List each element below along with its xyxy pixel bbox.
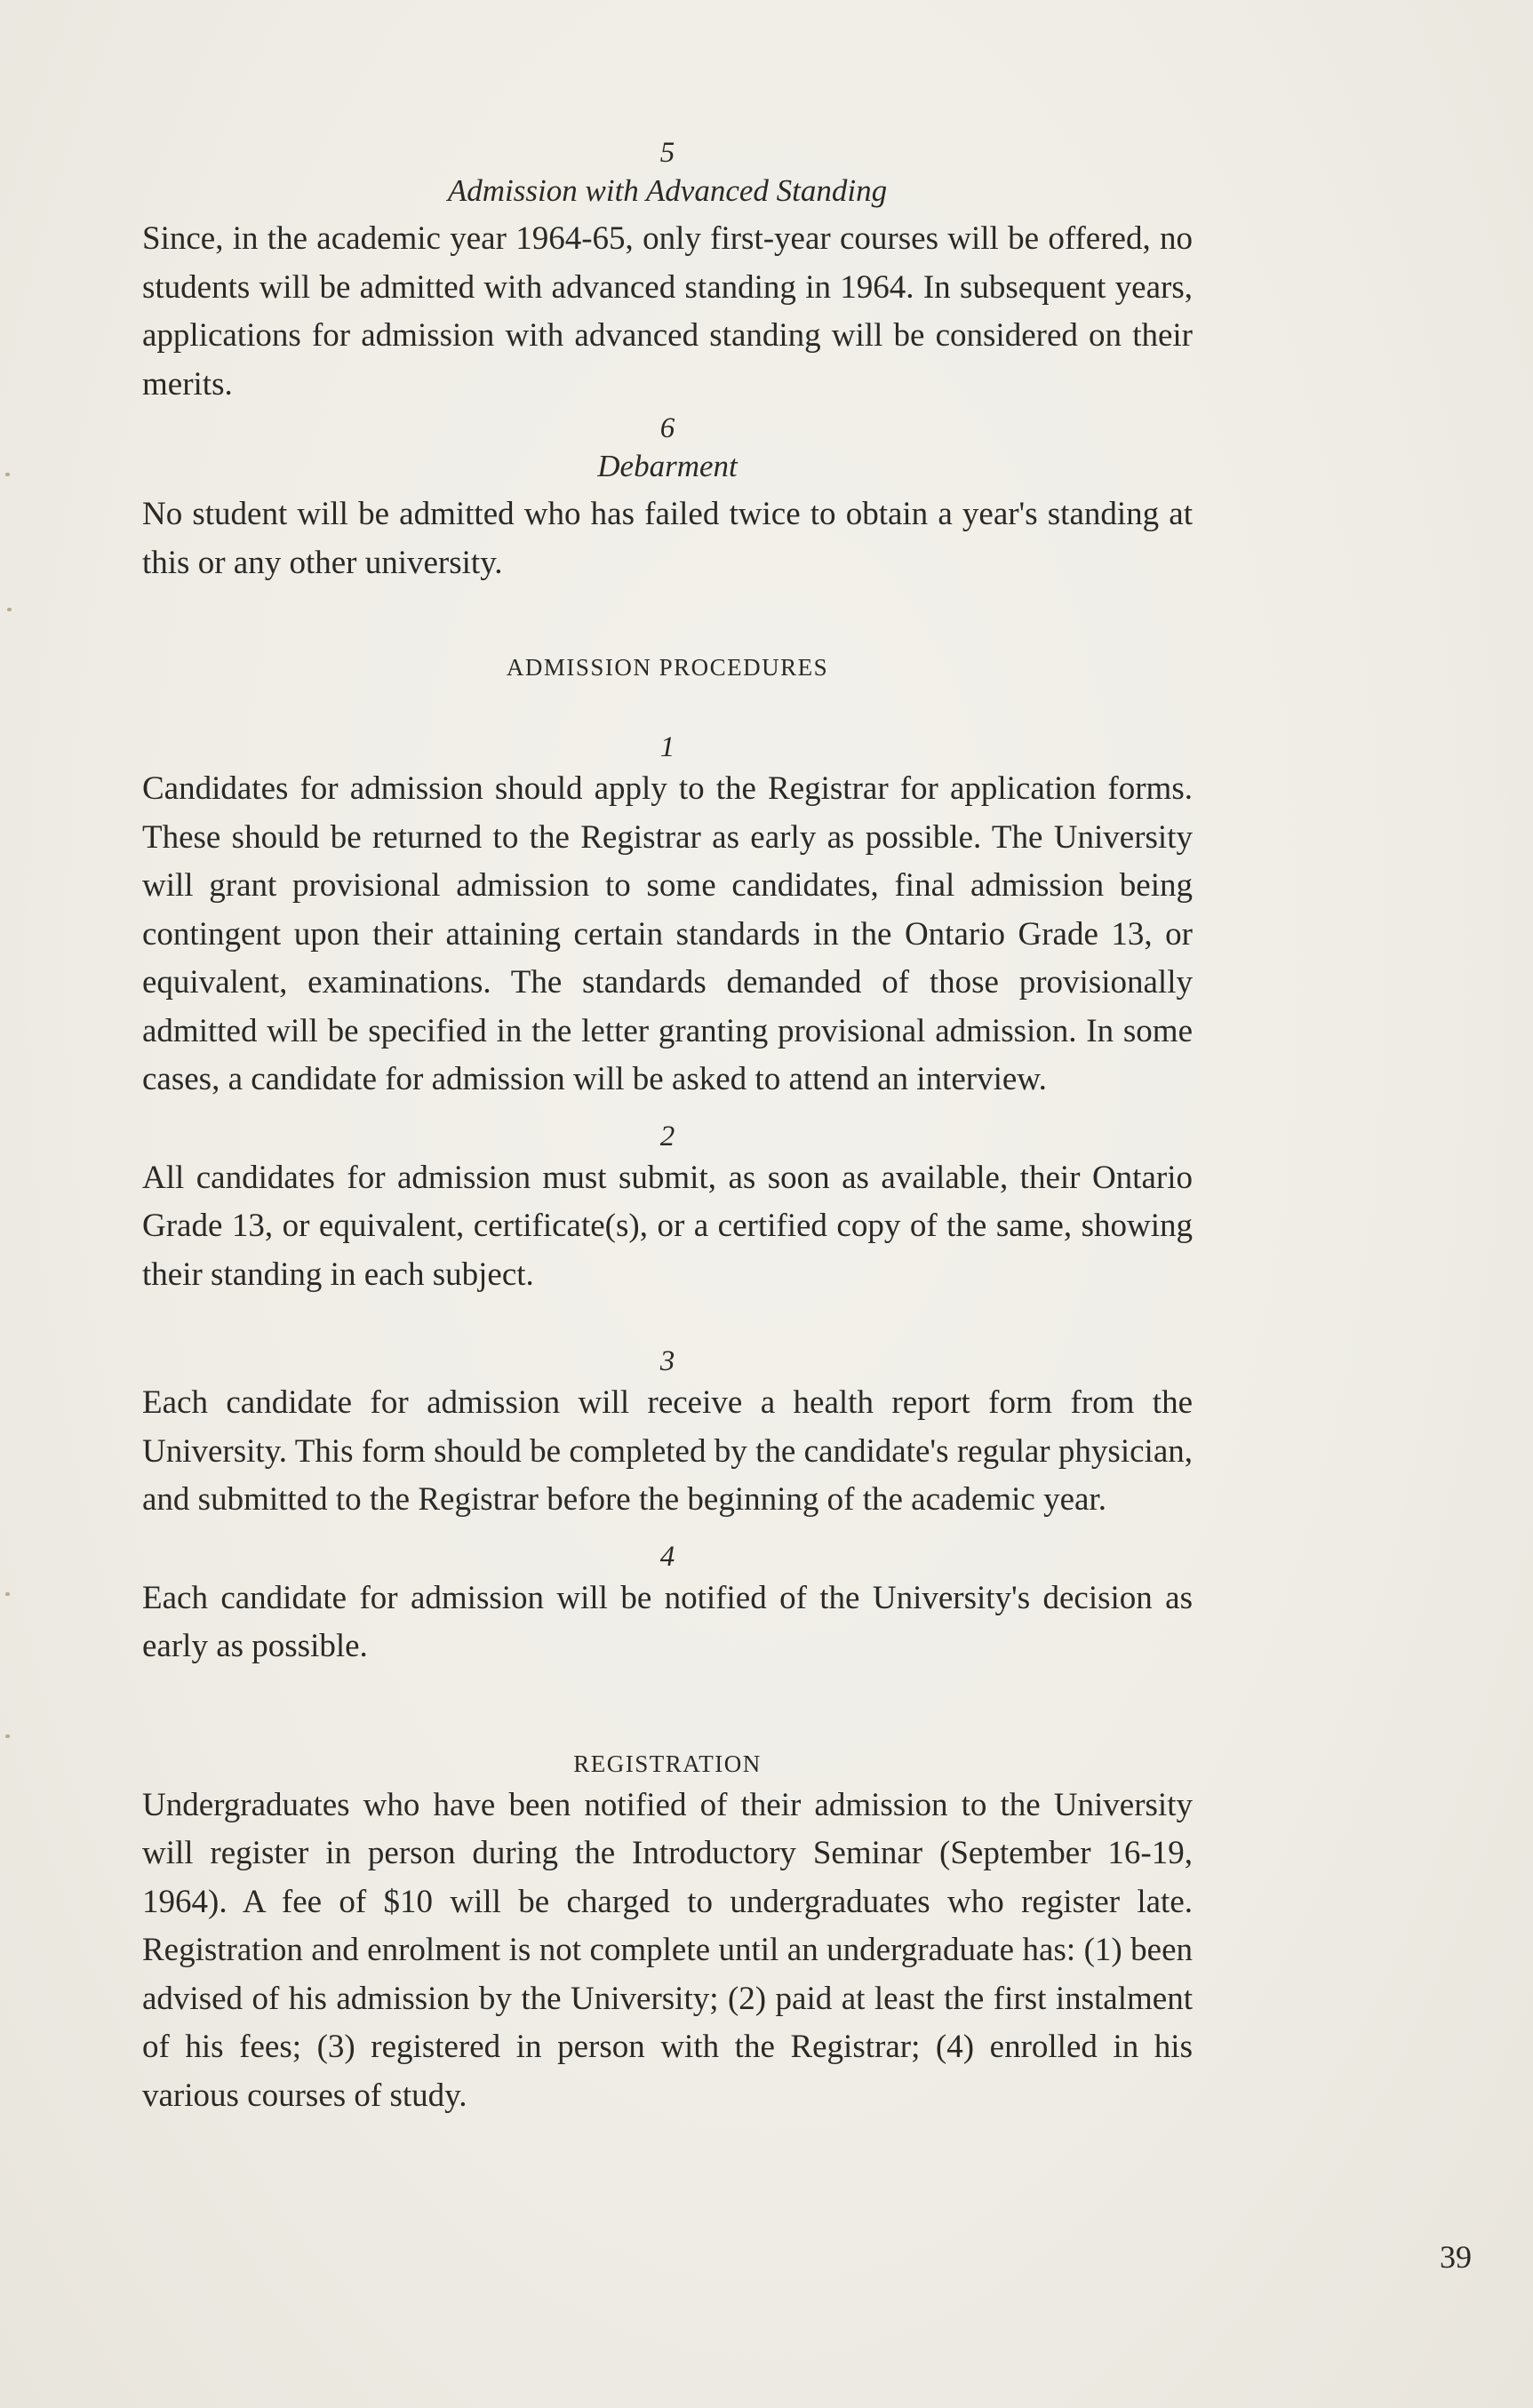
page-number: 39 <box>1440 2239 1472 2275</box>
section-number: 5 <box>659 137 675 169</box>
procedure-paragraph: Each candidate for admission will receive a health report form from the University. This form should be completed by the candidate's regular physician, and submitted to the Registrar before the beginning of the academic year. <box>142 1384 1193 1518</box>
admission-procedures-heading: ADMISSION PROCEDURES <box>506 654 829 681</box>
section-debarment <box>142 411 1193 587</box>
procedure-item <box>142 1344 1193 1525</box>
procedure-number: 1 <box>659 731 675 763</box>
text-column <box>142 135 1193 2120</box>
section-heading: Debarment <box>597 449 738 483</box>
margin-speck <box>5 473 10 476</box>
procedure-item <box>142 730 1193 1104</box>
registration-paragraph: Undergraduates who have been notified of their admission to the University will register in person during the Introductory Seminar (September 16-19, 1964). A fee of $10 will be charged to undergraduates who register late. Registration and enrolment is not complete until an undergraduate has: (1) been advised of his admission by the University; (2) paid at least the first instalment of his fees; (3) registered in person with the Registrar; (4) enrolled in his various courses of study. <box>142 1786 1193 2114</box>
section-number: 6 <box>659 412 675 444</box>
procedure-paragraph: Each candidate for admission will be notified of the University's decision as early as possible. <box>142 1579 1193 1664</box>
section-heading: Admission with Advanced Standing <box>447 173 888 208</box>
procedure-item <box>142 1539 1193 1671</box>
procedure-number: 3 <box>659 1345 675 1377</box>
section-advanced-standing <box>142 135 1193 409</box>
section-paragraph: No student will be admitted who has failed twice to obtain a year's standing at this or any other university. <box>142 496 1193 581</box>
registration-heading: REGISTRATION <box>573 1750 762 1777</box>
margin-speck <box>5 1734 10 1738</box>
procedure-paragraph: Candidates for admission should apply to the Registrar for application forms. These should be returned to the Registrar as early as possible. The University will grant provisional admission to some candidates, final admission being contingent upon their attaining certain standards in the Ontario Grade 13, or equivalent, examinations. The standards demanded of those provisionally admitted will be specified in the letter granting provisional admission. In some cases, a candidate for admission will be asked to attend an interview. <box>142 770 1193 1097</box>
section-paragraph: Since, in the academic year 1964-65, only first-year courses will be offered, no students will be admitted with advanced standing in 1964. In subsequent years, applications for admission with advanced standing will be considered on their merits. <box>142 220 1193 403</box>
margin-speck <box>7 608 12 611</box>
procedure-paragraph: All candidates for admission must submit, as soon as available, their Ontario Grade 13, or equivalent, certificate(s), or a certified copy of the same, showing their standing in each subject. <box>142 1159 1193 1293</box>
procedure-item <box>142 1119 1193 1300</box>
margin-speck <box>5 1592 10 1596</box>
procedure-number: 4 <box>659 1540 675 1573</box>
procedure-number: 2 <box>659 1120 675 1152</box>
